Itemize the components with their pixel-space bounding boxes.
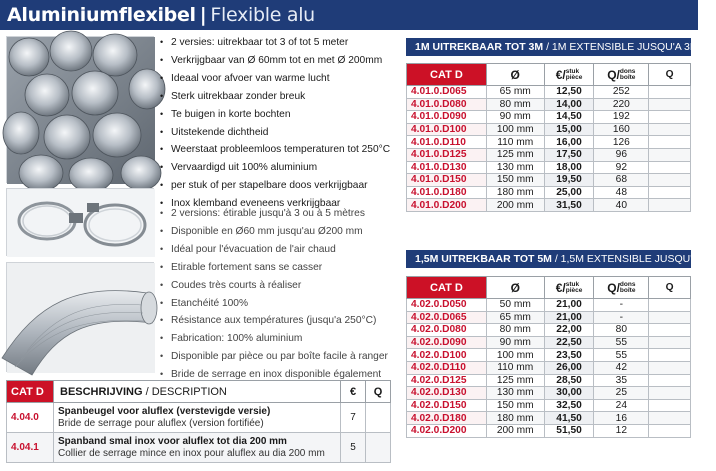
quantity-cell[interactable] <box>649 299 691 312</box>
list-item: • Uitstekende dichtheid <box>160 124 396 142</box>
product-code: 4.01.0.D090 <box>407 111 487 124</box>
header-euro: € <box>341 381 366 403</box>
quantity-cell[interactable] <box>649 336 691 349</box>
box-quantity-cell: 35 <box>594 374 649 387</box>
header-q: Q <box>649 277 691 299</box>
product-code: 4.02.0.D090 <box>407 336 487 349</box>
product-code: 4.02.0.D125 <box>407 374 487 387</box>
diameter-cell: 125 mm <box>486 148 544 161</box>
list-item: • Te buigen in korte bochten <box>160 106 396 124</box>
table-row <box>407 98 691 111</box>
price-cell: 14,50 <box>544 111 594 124</box>
list-item: • Weerstaat probleemloos temperaturen tot 250°C <box>160 141 396 159</box>
table-row <box>407 311 691 324</box>
diameter-cell: 150 mm <box>486 174 544 187</box>
box-quantity-cell: 252 <box>594 86 649 99</box>
quantity-cell[interactable] <box>649 199 691 212</box>
product-code: 4.01.0.D125 <box>407 148 487 161</box>
price-cell: 23,50 <box>544 349 594 362</box>
bullet-icon: • <box>160 315 164 326</box>
bullet-icon: • <box>160 180 164 191</box>
header-diameter: Ø <box>486 277 544 299</box>
table1-title: 1M UITREKBAAR TOT 3M / 1M EXTENSIBLE JUSQU'A 3M <box>406 38 691 56</box>
quantity-cell[interactable] <box>649 136 691 149</box>
quantity-cell[interactable] <box>366 433 391 463</box>
price-cell: 51,50 <box>544 424 594 437</box>
price-table-1-5m <box>406 276 691 438</box>
diameter-cell: 100 mm <box>486 123 544 136</box>
product-code: 4.02.0.D200 <box>407 424 487 437</box>
diameter-cell: 65 mm <box>486 311 544 324</box>
diameter-cell: 65 mm <box>486 86 544 99</box>
product-code: 4.01.0.D065 <box>407 86 487 99</box>
bullet-icon: • <box>160 243 164 254</box>
price-cell: 21,00 <box>544 299 594 312</box>
table-row <box>7 403 391 433</box>
list-item: • Coudes très courts à réaliser <box>160 277 396 295</box>
price-cell: 15,00 <box>544 123 594 136</box>
header-price: €/stuk pièce <box>544 64 594 86</box>
table-row <box>407 361 691 374</box>
product-code: 4.01.0.D180 <box>407 186 487 199</box>
quantity-cell[interactable] <box>649 424 691 437</box>
product-price: 5 <box>341 433 366 463</box>
list-item: • Verkrijgbaar van Ø 60mm tot en met Ø 200mm <box>160 52 396 70</box>
table-row <box>407 324 691 337</box>
price-cell: 25,00 <box>544 186 594 199</box>
price-cell: 22,00 <box>544 324 594 337</box>
bullet-icon: • <box>160 208 164 218</box>
product-code: 4.02.0.D110 <box>407 361 487 374</box>
box-quantity-cell: 160 <box>594 123 649 136</box>
table-row <box>407 199 691 212</box>
bullet-icon: • <box>160 54 164 65</box>
quantity-cell[interactable] <box>649 111 691 124</box>
bullet-icon: • <box>160 225 164 236</box>
feature-list-fr <box>160 205 396 384</box>
product-code: 4.01.0.D200 <box>407 199 487 212</box>
table-row <box>407 399 691 412</box>
list-item: • Résistance aux températures (jusqu'a 250°C) <box>160 312 396 330</box>
bullet-icon: • <box>160 90 164 101</box>
product-code: 4.02.0.D050 <box>407 299 487 312</box>
header-cat: CAT D <box>407 277 487 299</box>
price-cell: 19,50 <box>544 174 594 187</box>
list-item: • 2 versies: uitrekbaar tot 3 of tot 5 meter <box>160 34 396 52</box>
header-box-qty: Q/dons boîte <box>594 64 649 86</box>
product-code: 4.04.1 <box>7 433 54 463</box>
price-cell: 16,00 <box>544 136 594 149</box>
bullet-icon: • <box>160 261 164 272</box>
quantity-cell[interactable] <box>649 86 691 99</box>
quantity-cell[interactable] <box>649 374 691 387</box>
table-row <box>407 424 691 437</box>
bullet-icon: • <box>160 72 164 83</box>
table-row <box>407 387 691 400</box>
diameter-cell: 110 mm <box>486 361 544 374</box>
diameter-cell: 90 mm <box>486 336 544 349</box>
header-price: €/stuk pièce <box>544 277 594 299</box>
box-quantity-cell: 25 <box>594 387 649 400</box>
box-quantity-cell: 55 <box>594 349 649 362</box>
quantity-cell[interactable] <box>649 349 691 362</box>
product-code: 4.01.0.D110 <box>407 136 487 149</box>
aluminium-duct-stack-photo <box>6 36 154 183</box>
list-item: • Sterk uitrekbaar zonder breuk <box>160 88 396 106</box>
price-cell: 32,50 <box>544 399 594 412</box>
flexible-duct-bend-photo <box>6 262 154 372</box>
box-quantity-cell: 92 <box>594 161 649 174</box>
header-description: BESCHRIJVING / DESCRIPTION <box>54 381 341 403</box>
clamp-rings-photo <box>6 188 154 256</box>
header-q: Q <box>366 381 391 403</box>
box-quantity-cell: 80 <box>594 324 649 337</box>
feature-list-nl <box>160 34 396 213</box>
bullet-icon: • <box>160 369 164 380</box>
price-cell: 26,00 <box>544 361 594 374</box>
price-cell: 28,50 <box>544 374 594 387</box>
quantity-cell[interactable] <box>649 98 691 111</box>
list-item: • Etanchéité 100% <box>160 295 396 313</box>
diameter-cell: 200 mm <box>486 199 544 212</box>
table-row <box>407 186 691 199</box>
product-code: 4.02.0.D080 <box>407 324 487 337</box>
bullet-icon: • <box>160 279 164 290</box>
diameter-cell: 200 mm <box>486 424 544 437</box>
diameter-cell: 50 mm <box>486 299 544 312</box>
list-item: • Bride de serrage en inox disponible également <box>160 366 396 384</box>
quantity-cell[interactable] <box>649 387 691 400</box>
box-quantity-cell: 16 <box>594 412 649 425</box>
quantity-cell[interactable] <box>649 361 691 374</box>
box-quantity-cell: 12 <box>594 424 649 437</box>
bullet-icon: • <box>160 126 164 137</box>
header-cat: CAT D <box>7 381 54 403</box>
accessories-table <box>6 380 391 463</box>
box-quantity-cell: - <box>594 299 649 312</box>
header-box-qty: Q/dons boîte <box>594 277 649 299</box>
table-row <box>407 412 691 425</box>
price-cell: 22,50 <box>544 336 594 349</box>
bullet-icon: • <box>160 198 164 209</box>
price-cell: 18,00 <box>544 161 594 174</box>
table-row <box>407 174 691 187</box>
box-quantity-cell: 68 <box>594 174 649 187</box>
box-quantity-cell: 48 <box>594 186 649 199</box>
page-title <box>7 4 315 26</box>
price-cell: 17,50 <box>544 148 594 161</box>
table-row <box>407 374 691 387</box>
list-item: • Idéal pour l'évacuation de l'air chaud <box>160 241 396 259</box>
box-quantity-cell: 96 <box>594 148 649 161</box>
diameter-cell: 80 mm <box>486 324 544 337</box>
price-cell: 41,50 <box>544 412 594 425</box>
product-code: 4.01.0.D100 <box>407 123 487 136</box>
box-quantity-cell: 192 <box>594 111 649 124</box>
bullet-icon: • <box>160 162 164 173</box>
diameter-cell: 90 mm <box>486 111 544 124</box>
bullet-icon: • <box>160 333 164 344</box>
product-code: 4.01.0.D150 <box>407 174 487 187</box>
box-quantity-cell: 40 <box>594 199 649 212</box>
diameter-cell: 100 mm <box>486 349 544 362</box>
list-item: • Ideaal voor afvoer van warme lucht <box>160 70 396 88</box>
quantity-cell[interactable] <box>649 399 691 412</box>
title-separator: | <box>199 4 207 26</box>
product-code: 4.02.0.D130 <box>407 387 487 400</box>
bullet-icon: • <box>160 297 164 308</box>
table-row <box>407 111 691 124</box>
product-code: 4.02.0.D065 <box>407 311 487 324</box>
quantity-cell[interactable] <box>649 148 691 161</box>
box-quantity-cell: 126 <box>594 136 649 149</box>
product-code: 4.01.0.D130 <box>407 161 487 174</box>
list-item: • Inox klemband eveneens verkrijgbaar <box>160 195 396 213</box>
header-q: Q <box>649 64 691 86</box>
price-cell: 21,00 <box>544 311 594 324</box>
diameter-cell: 125 mm <box>486 374 544 387</box>
bullet-icon: • <box>160 108 164 119</box>
table-row <box>407 123 691 136</box>
header-diameter: Ø <box>486 64 544 86</box>
price-cell: 12,50 <box>544 86 594 99</box>
quantity-cell[interactable] <box>649 174 691 187</box>
list-item: • Vervaardigd uit 100% aluminium <box>160 159 396 177</box>
list-item: • Etirable fortement sans se casser <box>160 259 396 277</box>
bullet-icon: • <box>160 144 164 155</box>
table-row <box>7 433 391 463</box>
diameter-cell: 80 mm <box>486 98 544 111</box>
price-cell: 14,00 <box>544 98 594 111</box>
box-quantity-cell: 220 <box>594 98 649 111</box>
table-row <box>407 136 691 149</box>
quantity-cell[interactable] <box>649 161 691 174</box>
product-code: 4.01.0.D080 <box>407 98 487 111</box>
quantity-cell[interactable] <box>649 186 691 199</box>
table2-title: 1,5M UITREKBAAR TOT 5M / 1,5M EXTENSIBLE JUSQU'A 5M <box>406 250 691 268</box>
diameter-cell: 180 mm <box>486 186 544 199</box>
box-quantity-cell: 55 <box>594 336 649 349</box>
box-quantity-cell: - <box>594 311 649 324</box>
diameter-cell: 110 mm <box>486 136 544 149</box>
quantity-cell[interactable] <box>366 403 391 433</box>
title-nl: Aluminiumflexibel <box>7 4 196 26</box>
product-code: 4.02.0.D100 <box>407 349 487 362</box>
title-fr: Flexible alu <box>210 4 315 26</box>
table-row <box>407 299 691 312</box>
page-header <box>0 0 698 30</box>
product-code: 4.04.0 <box>7 403 54 433</box>
price-table-1m <box>406 63 691 212</box>
bullet-icon: • <box>160 37 164 47</box>
quantity-cell[interactable] <box>649 412 691 425</box>
diameter-cell: 180 mm <box>486 412 544 425</box>
table-row <box>407 148 691 161</box>
product-description: Spanband smal inox voor aluflex tot dia 200 mm Collier de serrage mince en inox pour aluflex au dia 200 mm <box>54 433 341 463</box>
quantity-cell[interactable] <box>649 123 691 136</box>
quantity-cell[interactable] <box>649 311 691 324</box>
list-item: • 2 versions: étirable jusqu'à 3 ou à 5 mètres <box>160 205 396 223</box>
price-cell: 30,00 <box>544 387 594 400</box>
list-item: • Disponible en Ø60 mm jusqu'au Ø200 mm <box>160 223 396 241</box>
diameter-cell: 130 mm <box>486 161 544 174</box>
quantity-cell[interactable] <box>649 324 691 337</box>
table-row <box>407 161 691 174</box>
list-item: • Fabrication: 100% aluminium <box>160 330 396 348</box>
price-cell: 31,50 <box>544 199 594 212</box>
diameter-cell: 150 mm <box>486 399 544 412</box>
product-code: 4.02.0.D180 <box>407 412 487 425</box>
list-item: • Disponible par pièce ou par boîte facile à ranger <box>160 348 396 366</box>
table-row <box>407 336 691 349</box>
product-price: 7 <box>341 403 366 433</box>
product-description: Spanbeugel voor aluflex (verstevigde versie) Bride de serrage pour aluflex (version fortifiée) <box>54 403 341 433</box>
list-item: • per stuk of per stapelbare doos verkrijgbaar <box>160 177 396 195</box>
diameter-cell: 130 mm <box>486 387 544 400</box>
table-row <box>407 349 691 362</box>
product-code: 4.02.0.D150 <box>407 399 487 412</box>
bullet-icon: • <box>160 351 164 362</box>
box-quantity-cell: 24 <box>594 399 649 412</box>
header-cat: CAT D <box>407 64 487 86</box>
box-quantity-cell: 42 <box>594 361 649 374</box>
table-row <box>407 86 691 99</box>
